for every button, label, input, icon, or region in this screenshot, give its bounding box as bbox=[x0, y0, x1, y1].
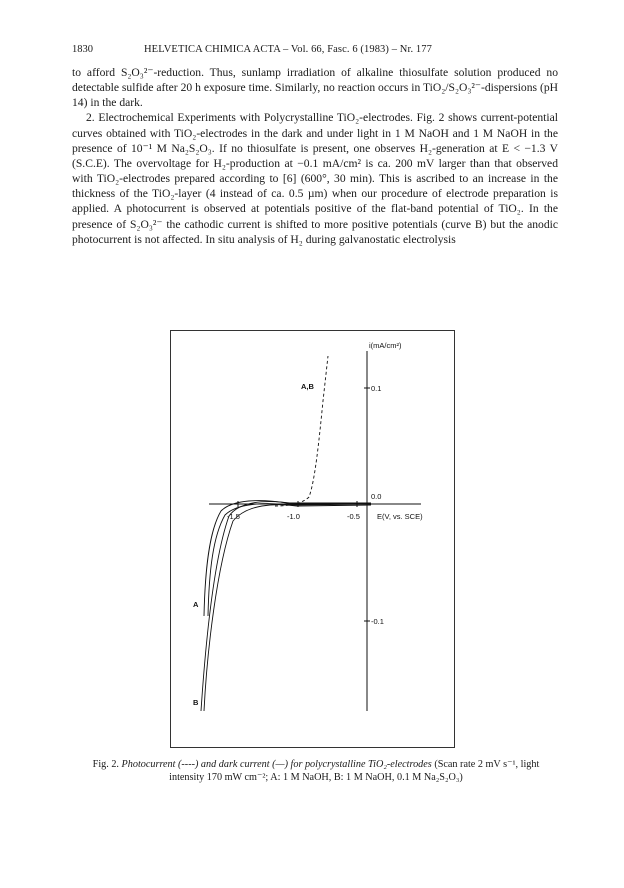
dark-current-curve-b-return bbox=[204, 505, 371, 711]
caption-rest: (Scan rate 2 mV s⁻¹, light intensity 170 mW cm⁻²; A: 1 M NaOH, B: 1 M NaOH, 0.1 M Na₂S₂O₃) bbox=[169, 759, 540, 783]
journal-title: HELVETICA CHIMICA ACTA – Vol. 66, Fasc. 6 (1983) – Nr. 177 bbox=[144, 44, 432, 55]
caption-italic: Photocurrent (----) and dark current (—) for polycrystalline TiO₂-electrodes bbox=[121, 759, 432, 770]
body-text bbox=[72, 65, 558, 247]
y-tick-label: -0.1 bbox=[371, 617, 384, 626]
dark-current-curve-b bbox=[201, 502, 371, 711]
y-tick-label: 0.0 bbox=[371, 492, 382, 501]
paragraph: 2. Electrochemical Experiments with Polycrystalline TiO₂-electrodes. Fig. 2 shows current-potential curves obtained with TiO₂-electrodes in the dark and under light in 1 M NaOH and 1 M NaOH in the presence of 10⁻¹ M Na₂S₂O₃. If no thiosulfate is present, one observes H₂-generation at E < −1.3 V (S.C.E). The overvoltage for H₂-production at −0.1 mA/cm² is ca. 200 mV larger than that observed with TiO₂-electrodes prepared according to [6] (600°, 30 min). This is ascribed to an increase in the thickness of the TiO₂-layer (4 instead of ca. 0.5 µm) when our procedure of electrode preparation is applied. A photocurrent is observed at potentials positive of the flat-band potential of TiO₂. In the presence of S₂O₃²⁻ the cathodic current is shifted to more positive potentials (curve B) but the anodic photocurrent is not affected. In situ analysis of H₂ during galvanostatic electrolysis bbox=[72, 111, 558, 246]
caption-prefix: Fig. 2. bbox=[92, 759, 119, 770]
x-tick-label: -1.5 bbox=[227, 512, 240, 521]
figure-2 bbox=[170, 330, 455, 748]
page-header bbox=[72, 44, 558, 60]
current-potential-plot bbox=[171, 331, 456, 749]
y-axis-label: i(mA/cm²) bbox=[369, 341, 402, 350]
curve-label-b: B bbox=[193, 698, 199, 707]
x-tick-label: -0.5 bbox=[347, 512, 360, 521]
curve-label-ab: A,B bbox=[301, 382, 314, 391]
figure-caption bbox=[82, 758, 550, 784]
y-tick-label: 0.1 bbox=[371, 384, 382, 393]
x-tick-label: -1.0 bbox=[287, 512, 300, 521]
page-number: 1830 bbox=[72, 44, 93, 55]
curve-label-a: A bbox=[193, 600, 199, 609]
paragraph: to afford S₂O₃²⁻-reduction. Thus, sunlamp irradiation of alkaline thiosulfate solution produced no detectable sulfide after 20 h exposure time. Similarly, no reaction occurs in TiO₂/S₂O₃²⁻-dispersions (pH 14) in the dark. bbox=[72, 66, 558, 110]
x-axis-label: E(V, vs. SCE) bbox=[377, 512, 423, 521]
photocurrent-curve bbox=[275, 356, 328, 506]
